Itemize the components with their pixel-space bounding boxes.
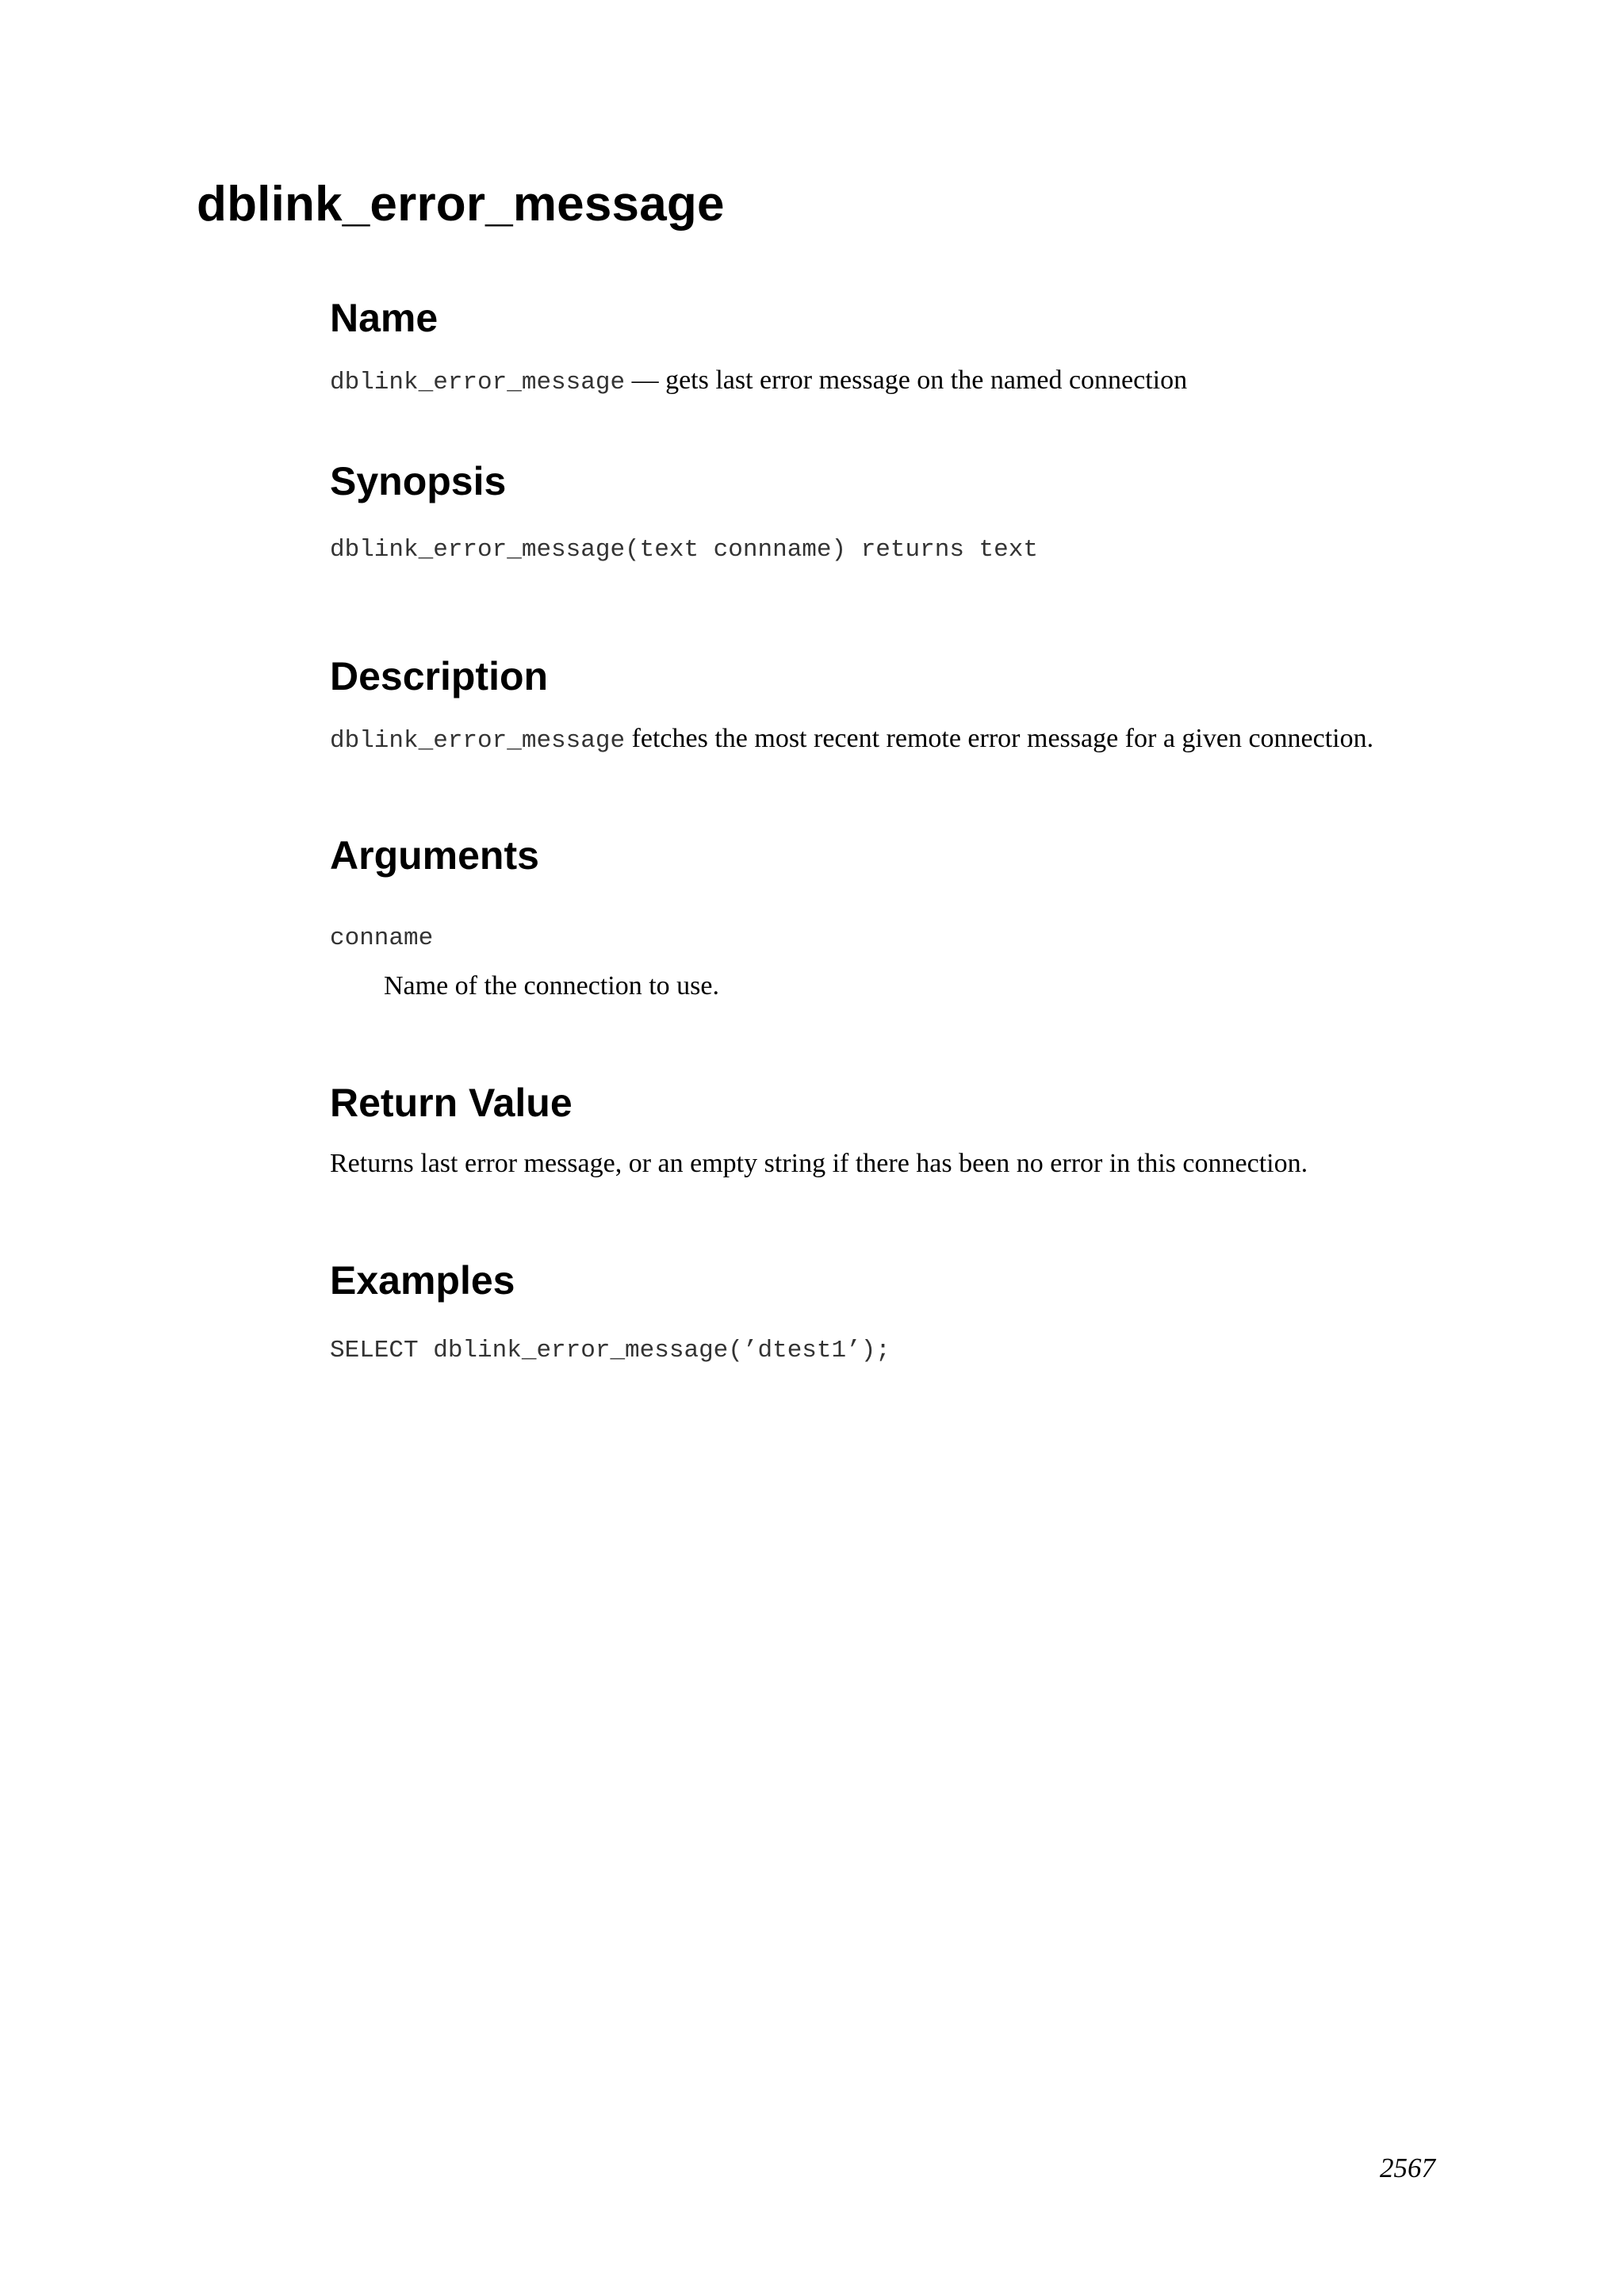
example-code: SELECT dblink_error_message(’dtest1’); xyxy=(330,1337,891,1364)
description-paragraph xyxy=(330,721,1373,757)
return-value-paragraph: Returns last error message, or an empty string if there has been no error in this connection. xyxy=(330,1149,1308,1178)
page-number: 2567 xyxy=(1380,2152,1435,2183)
description-text: fetches the most recent remote error message for a given connection. xyxy=(625,724,1374,753)
synopsis-code: dblink_error_message(text connname) returns text xyxy=(330,536,1038,564)
name-function-code: dblink_error_message xyxy=(330,369,626,396)
section-heading-name: Name xyxy=(330,296,439,340)
argument-definition: Name of the connection to use. xyxy=(384,971,719,1001)
page-title: dblink_error_message xyxy=(197,177,725,232)
section-heading-synopsis: Synopsis xyxy=(330,459,507,503)
section-heading-return-value: Return Value xyxy=(330,1081,573,1125)
description-function-code: dblink_error_message xyxy=(330,727,626,755)
name-description-text: — gets last error message on the named connection xyxy=(625,365,1188,395)
section-heading-description: Description xyxy=(330,654,549,698)
argument-term: conname xyxy=(330,924,434,952)
name-paragraph xyxy=(330,363,1187,399)
section-heading-examples: Examples xyxy=(330,1258,515,1303)
section-heading-arguments: Arguments xyxy=(330,833,539,878)
